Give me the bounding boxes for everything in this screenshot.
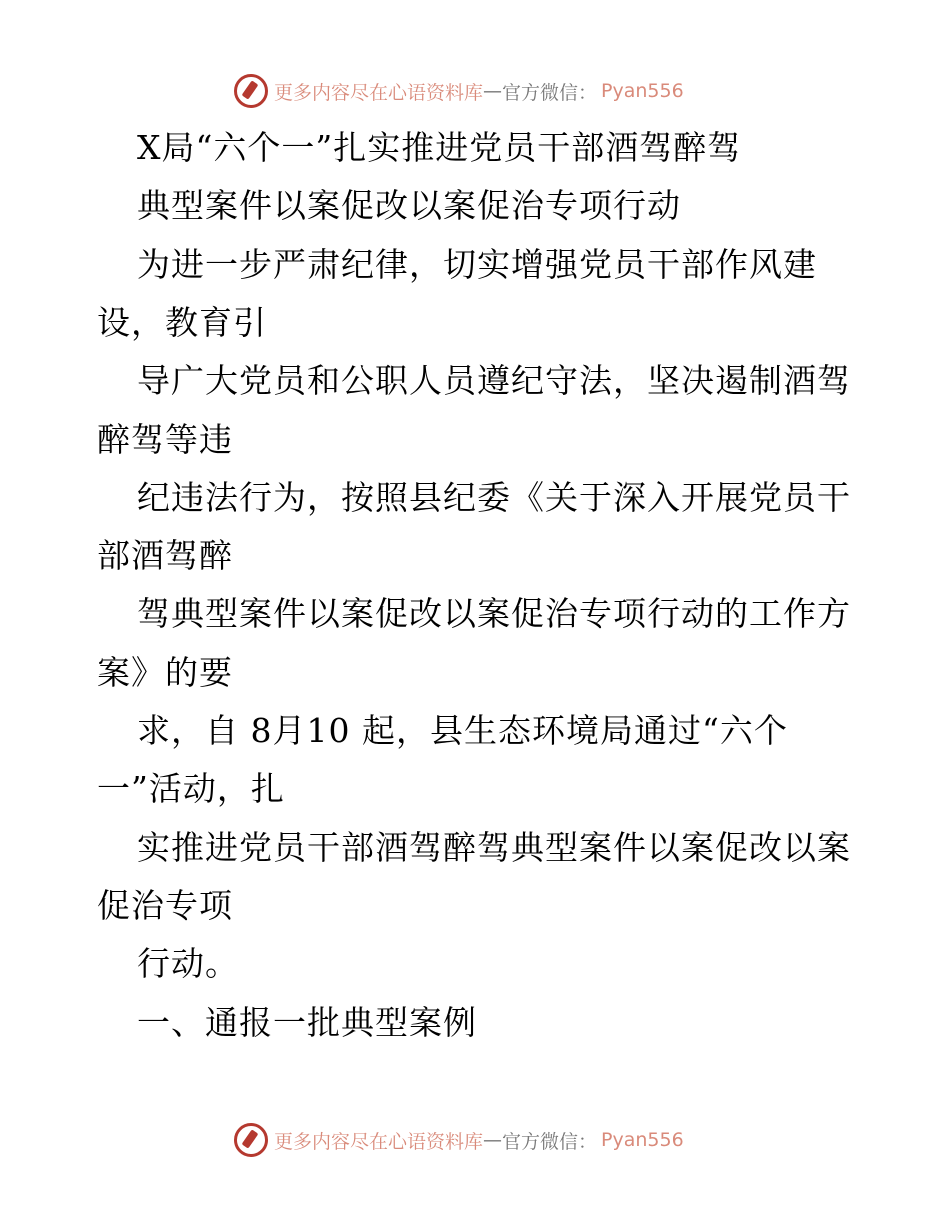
text-line: 求，自 8月10 起，县生态环境局通过“六个 xyxy=(137,711,788,750)
text-line: 一”活动，扎 xyxy=(97,769,285,809)
text-line: 驾典型案件以案促改以案促治专项行动的工作方 xyxy=(137,594,851,634)
text-line: 典型案件以案促改以案促治专项行动 xyxy=(137,186,681,226)
text-line: 一、通报一批典型案例 xyxy=(137,1002,477,1042)
text-line: 纪违法行为，按照县纪委《关于深入开展党员干 xyxy=(137,477,851,517)
watermark-wechat-id: Pyan556 xyxy=(601,80,684,102)
watermark-dash: — xyxy=(483,1129,503,1151)
watermark-site: 更多内容尽在心语资料库 xyxy=(274,1130,484,1153)
pen-logo-icon xyxy=(234,1123,268,1157)
watermark-wechat-label: 官方微信： xyxy=(502,1130,598,1153)
text-line: 导广大党员和公职人员遵纪守法，坚决遏制酒驾 xyxy=(137,361,851,401)
watermark-site: 更多内容尽在心语资料库 xyxy=(274,81,484,104)
watermark-wechat-id: Pyan556 xyxy=(601,1129,684,1151)
footer-watermark xyxy=(234,1120,684,1160)
text-line: X局“六个一”扎实推进党员干部酒驾醉驾 xyxy=(137,128,742,167)
text-line: 实推进党员干部酒驾醉驾典型案件以案促改以案 xyxy=(137,827,851,867)
text-line: 醉驾等违 xyxy=(97,419,233,459)
watermark-dash: — xyxy=(483,80,503,102)
pen-logo-icon xyxy=(234,74,268,108)
text-line: 为进一步严肃纪律，切实增强党员干部作风建 xyxy=(137,244,817,284)
text-line: 设，教育引 xyxy=(97,302,267,342)
text-line: 行动。 xyxy=(137,944,239,984)
text-line: 部酒驾醉 xyxy=(97,536,233,576)
watermark-wechat-label: 官方微信： xyxy=(502,81,598,104)
header-watermark xyxy=(234,71,684,111)
text-line: 案》的要 xyxy=(97,652,233,692)
text-line: 促治专项 xyxy=(97,885,233,925)
